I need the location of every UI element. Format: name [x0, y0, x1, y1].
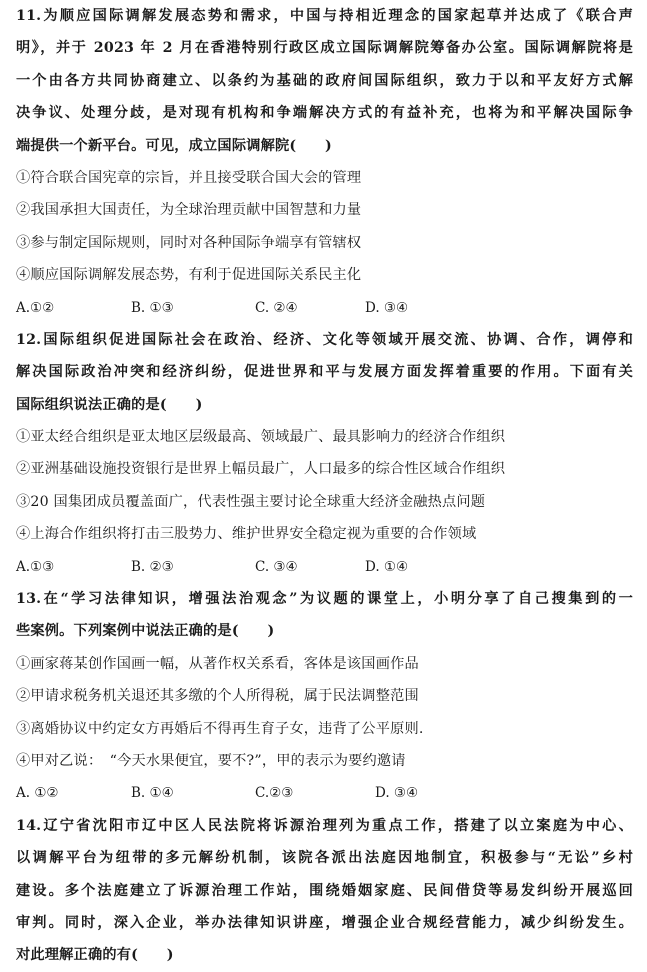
question-13-option: ①画家蒋某创作国画一幅，从著作权关系看，客体是该国画作品 [16, 655, 419, 672]
question-12-stem-line: 解决国际政治冲突和经济纠纷，促进世界和平与发展方面发挥着重要的作用。下面有关 [16, 364, 633, 381]
choice-a: A.①③ [16, 558, 55, 575]
choice-b: B. ①③ [131, 299, 174, 316]
question-11-option: ③参与制定国际规则，同时对各种国际争端享有管辖权 [16, 234, 362, 251]
choice-b: B. ②③ [131, 558, 174, 575]
question-11-option: ④顺应国际调解发展态势，有利于促进国际关系民主化 [16, 267, 362, 284]
question-14-stem-line: 以调解平台为纽带的多元解纷机制，该院各派出法庭因地制宜，积极参与“无讼”乡村 [16, 850, 633, 867]
question-13-stem-line: 些案例。下列案例中说法正确的是( ) [16, 623, 275, 640]
question-12 [16, 324, 633, 583]
question-14 [16, 810, 633, 972]
choice-c: C. ②④ [255, 299, 298, 316]
question-13 [16, 583, 633, 810]
choice-d: D. ③④ [375, 785, 419, 802]
choice-b: B. ①④ [131, 785, 174, 802]
question-11-stem-line: 一个由各方共同协商建立、以条约为基础的政府间国际组织，致力于以和平友好方式解 [16, 72, 633, 89]
question-11 [16, 0, 633, 324]
choice-a: A.①② [16, 299, 55, 316]
question-13-option: ④甲对乙说： “今天水果便宜，要不?”，甲的表示为要约邀请 [16, 752, 406, 769]
question-14-stem-line: 14.辽宁省沈阳市辽中区人民法院将诉源治理列为重点工作，搭建了以立案庭为中心、 [16, 817, 633, 834]
question-12-option: ④上海合作组织将打击三股势力、维护世界安全稳定视为重要的合作领域 [16, 526, 477, 543]
choice-c: C.②③ [255, 785, 294, 802]
question-13-option: ②甲请求税务机关退还其多缴的个人所得税，属于民法调整范围 [16, 688, 419, 705]
choice-d: D. ③④ [365, 299, 409, 316]
question-14-stem-line: 建设。多个法庭建立了诉源治理工作站，围绕婚姻家庭、民间借贷等易发纠纷开展巡回 [16, 882, 633, 899]
question-11-option: ①符合联合国宪章的宗旨，并且接受联合国大会的管理 [16, 169, 362, 186]
question-11-stem-line: 端提供一个新平台。可见，成立国际调解院( ) [16, 137, 332, 154]
question-11-stem-line: 决争议、处理分歧，是对现有机构和争端解决方式的有益补充，也将为和平解决国际争 [16, 105, 633, 122]
question-11-choices [16, 292, 633, 324]
question-11-stem-line: 明》，并于 2023 年 2 月在香港特别行政区成立国际调解院筹备办公室。国际调解院将是 [16, 40, 633, 57]
choice-a: A. ①② [16, 785, 59, 802]
question-13-option: ③离婚协议中约定女方再婚后不得再生育子女，违背了公平原则. [16, 720, 424, 737]
question-11-stem-line: 11.为顺应国际调解发展态势和需求，中国与持相近理念的国家起草并达成了《联合声 [16, 8, 633, 24]
question-14-stem-line: 审判。同时，深入企业，举办法律知识讲座，增强企业合规经营能力，减少纠纷发生。 [16, 914, 633, 931]
question-13-stem-line: 13.在“学习法律知识，增强法治观念”为议题的课堂上，小明分享了自己搜集到的一 [16, 591, 633, 608]
question-12-choices [16, 551, 633, 583]
question-12-option: ②亚洲基础设施投资银行是世界上幅员最广，人口最多的综合性区域合作组织 [16, 461, 506, 478]
question-11-option: ②我国承担大国责任，为全球治理贡献中国智慧和力量 [16, 202, 362, 219]
question-13-choices [16, 777, 633, 809]
question-14-stem-line: 对此理解正确的有( ) [16, 947, 174, 964]
choice-d: D. ①④ [365, 558, 409, 575]
question-12-option: ③20 国集团成员覆盖面广，代表性强主要讨论全球重大经济金融热点问题 [16, 493, 486, 510]
question-12-stem-line: 12.国际组织促进国际社会在政治、经济、文化等领域开展交流、协调、合作，调停和 [16, 331, 633, 348]
choice-c: C. ③④ [255, 558, 298, 575]
question-12-option: ①亚太经合组织是亚太地区层级最高、领域最广、最具影响力的经济合作组织 [16, 429, 506, 446]
question-12-stem-line: 国际组织说法正确的是( ) [16, 396, 203, 413]
